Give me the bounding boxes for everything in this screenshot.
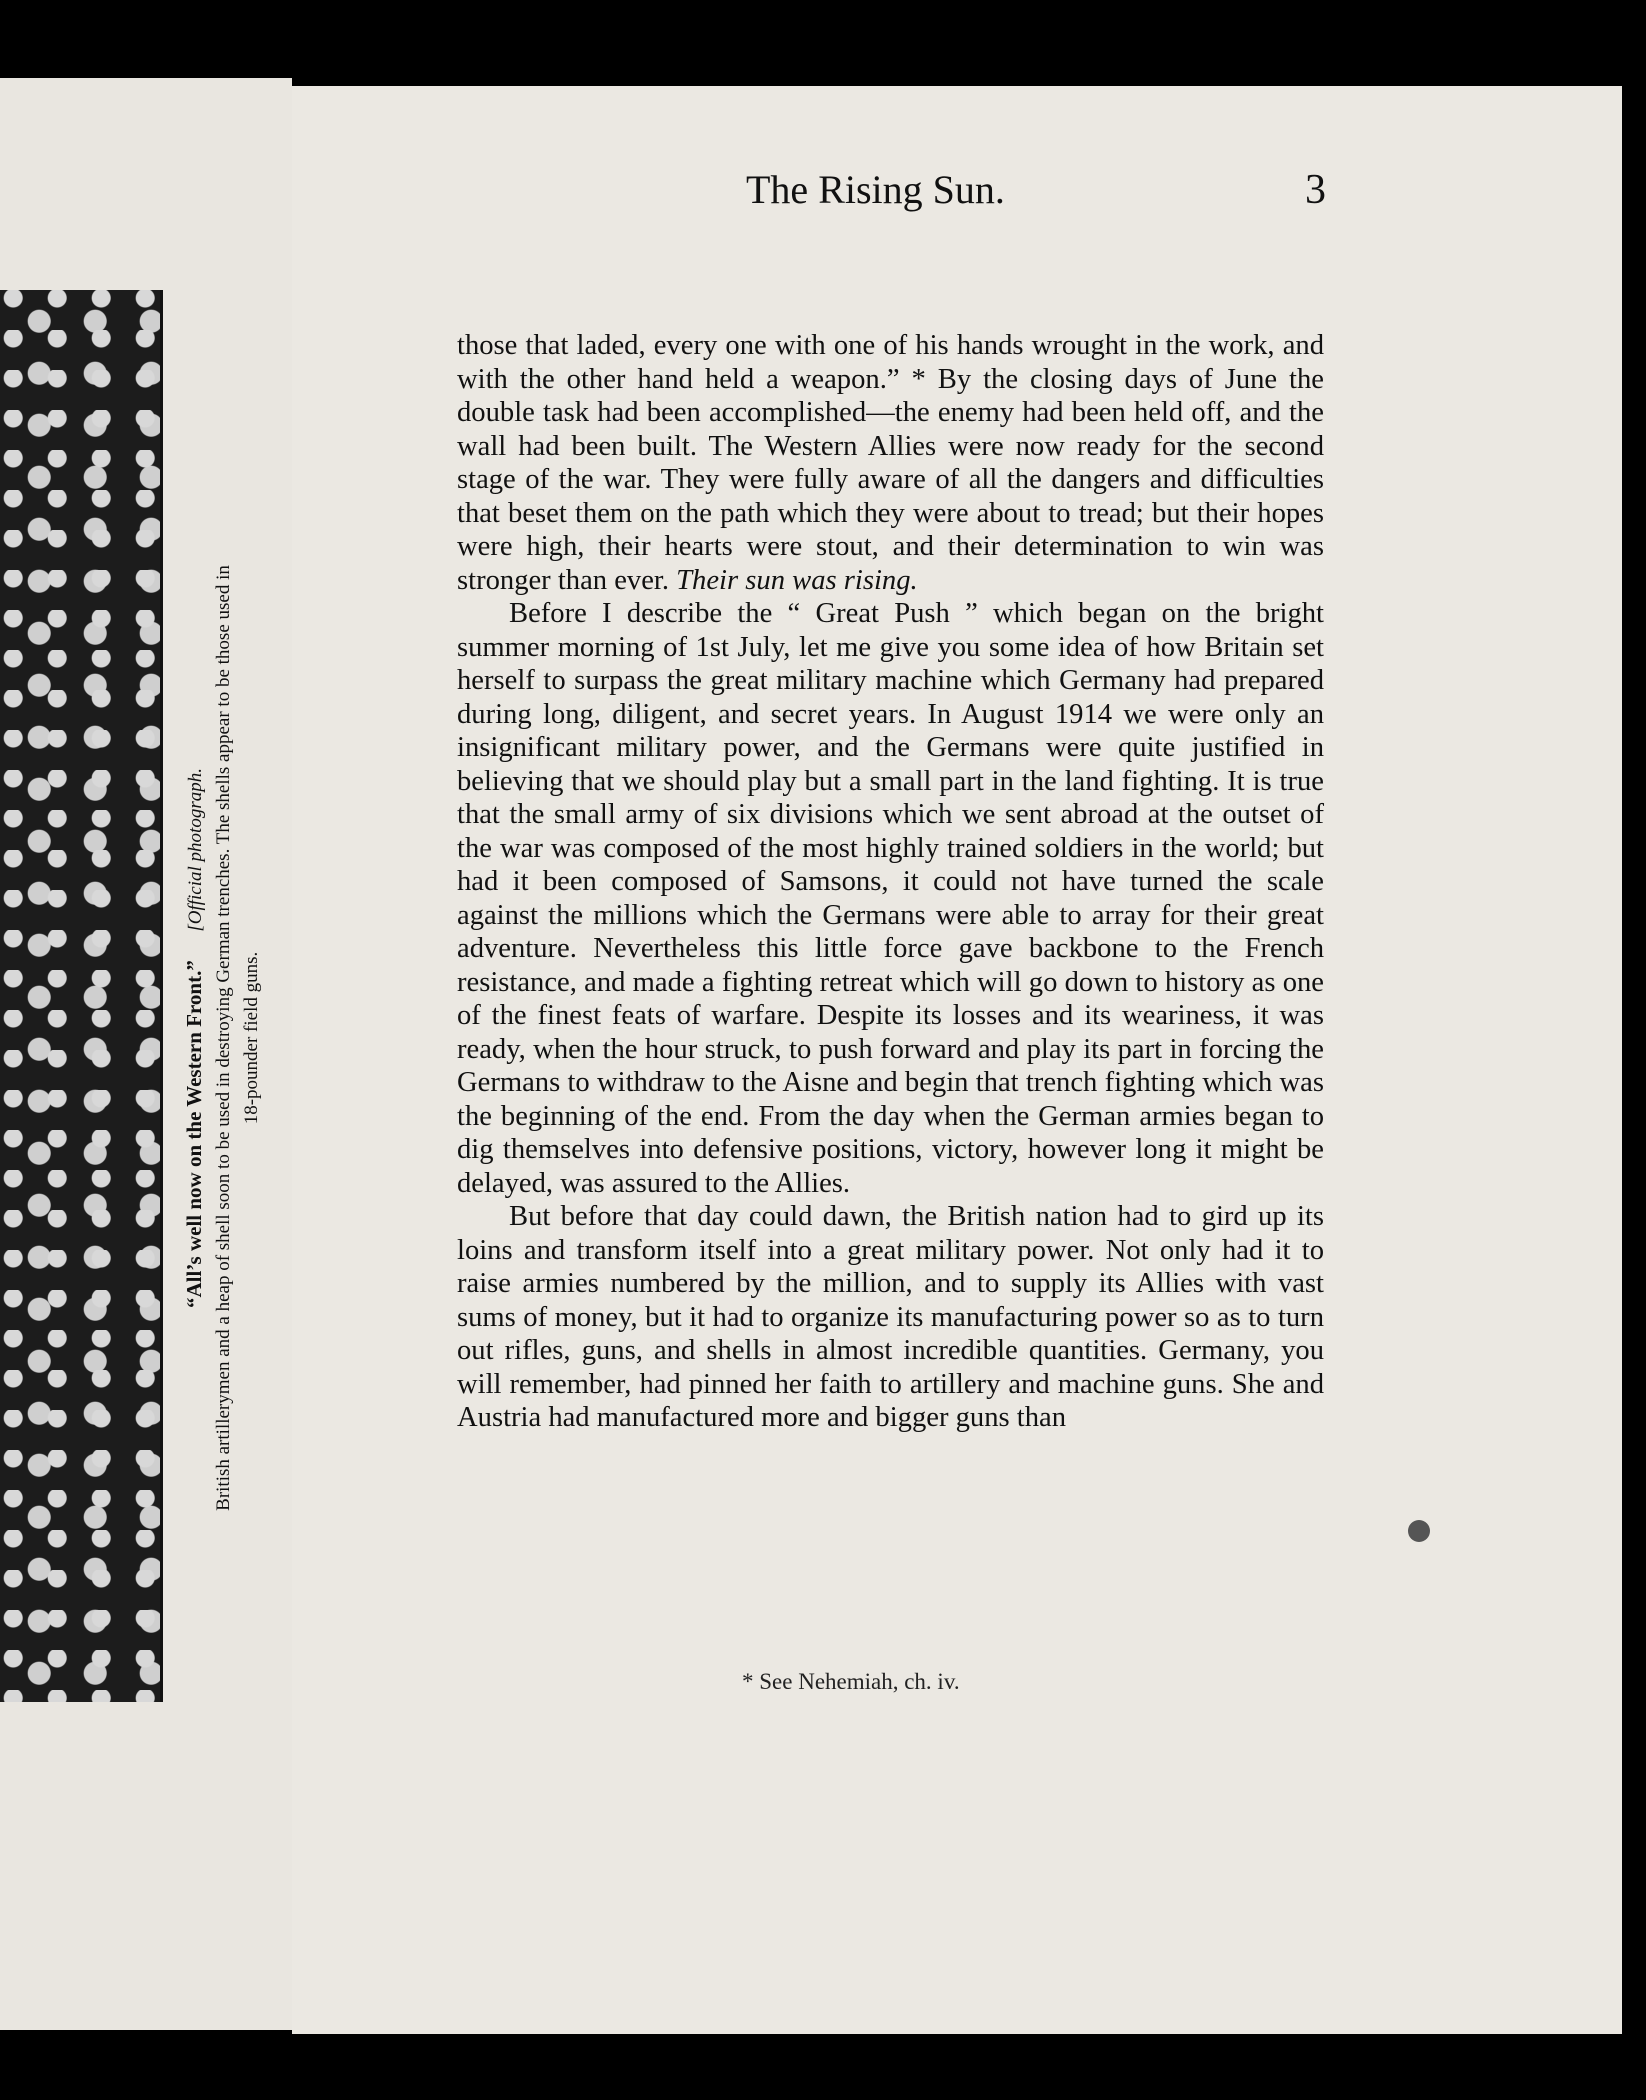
page-number: 3 [1305, 167, 1326, 213]
footnote: * See Nehemiah, ch. iv. [742, 1669, 960, 1694]
paragraph-1-text: those that laded, every one with one of his hands wrought in the work, and with the other hand held a weapon.” * By the closing days of June the double task had been accomplished—the enemy had been held off, and the wall had been built. The Western Allies were now ready for the second stage of the war. They were fully aware of all the dangers and difficulties that beset them on the path which they were about to tread; but their hopes were high, their hearts were stout, and their determination to win was stronger than ever. [457, 330, 1324, 596]
artillery-shells-photograph [0, 290, 163, 1702]
caption-line-1: British artillerymen and a heap of shell soon to be used in destroying German trenches. The shells appear to be those used in [213, 565, 234, 1511]
photo-caption [168, 378, 278, 1698]
ink-blot [1408, 1520, 1430, 1542]
running-title: The Rising Sun. [746, 167, 1005, 212]
italic-phrase: Their sun was rising. [676, 564, 918, 596]
caption-title: “All’s well now on the Western Front.” [182, 960, 206, 1308]
facing-page [0, 78, 292, 2030]
caption-line-2: 18-pounder field guns. [241, 951, 262, 1125]
body-text [457, 329, 1324, 1435]
caption-credit: [Official photograph. [185, 768, 206, 932]
book-page [292, 86, 1622, 2034]
paragraph-3: But before that day could dawn, the British nation had to gird up its loins and transform itself into a great military power. Not only had it to raise armies numbered by the million, and to supply its Allies with vast sums of money, but it had to organize its manufacturing power so as to turn out rifles, guns, and shells in almost incredible quantities. Germany, you will remember, had pinned her faith to artillery and machine guns. She and Austria had manufactured more and bigger guns than [457, 1201, 1324, 1433]
paragraph-1 [457, 329, 1324, 597]
caption-rotated-text [180, 378, 266, 1698]
paragraph-2: Before I describe the “ Great Push ” which began on the bright summer morning of 1st July, let me give you some idea of how Britain set herself to surpass the great military machine which Germany had prepared during long, diligent, and secret years. In August 1914 we were only an insignificant military power, and the Germans were quite justified in believing that we should play but a small part in the land fighting. It is true that the small army of six divisions which we sent abroad at the outset of the war was composed of the most highly trained soldiers in the world; but had it been composed of Samsons, it could not have turned the scale against the millions which the Germans were able to array for their great adventure. Nevertheless this little force gave backbone to the French resistance, and made a fighting retreat which will go down to history as one of the finest feats of warfare. Despite its losses and its weariness, it was ready, when the hour struck, to push forward and play its part in forcing the Germans to withdraw to the Aisne and begin that trench fighting which was the beginning of the end. From the day when the German armies began to dig themselves into defensive positions, victory, however long it might be delayed, was assured to the Allies. [457, 598, 1324, 1199]
